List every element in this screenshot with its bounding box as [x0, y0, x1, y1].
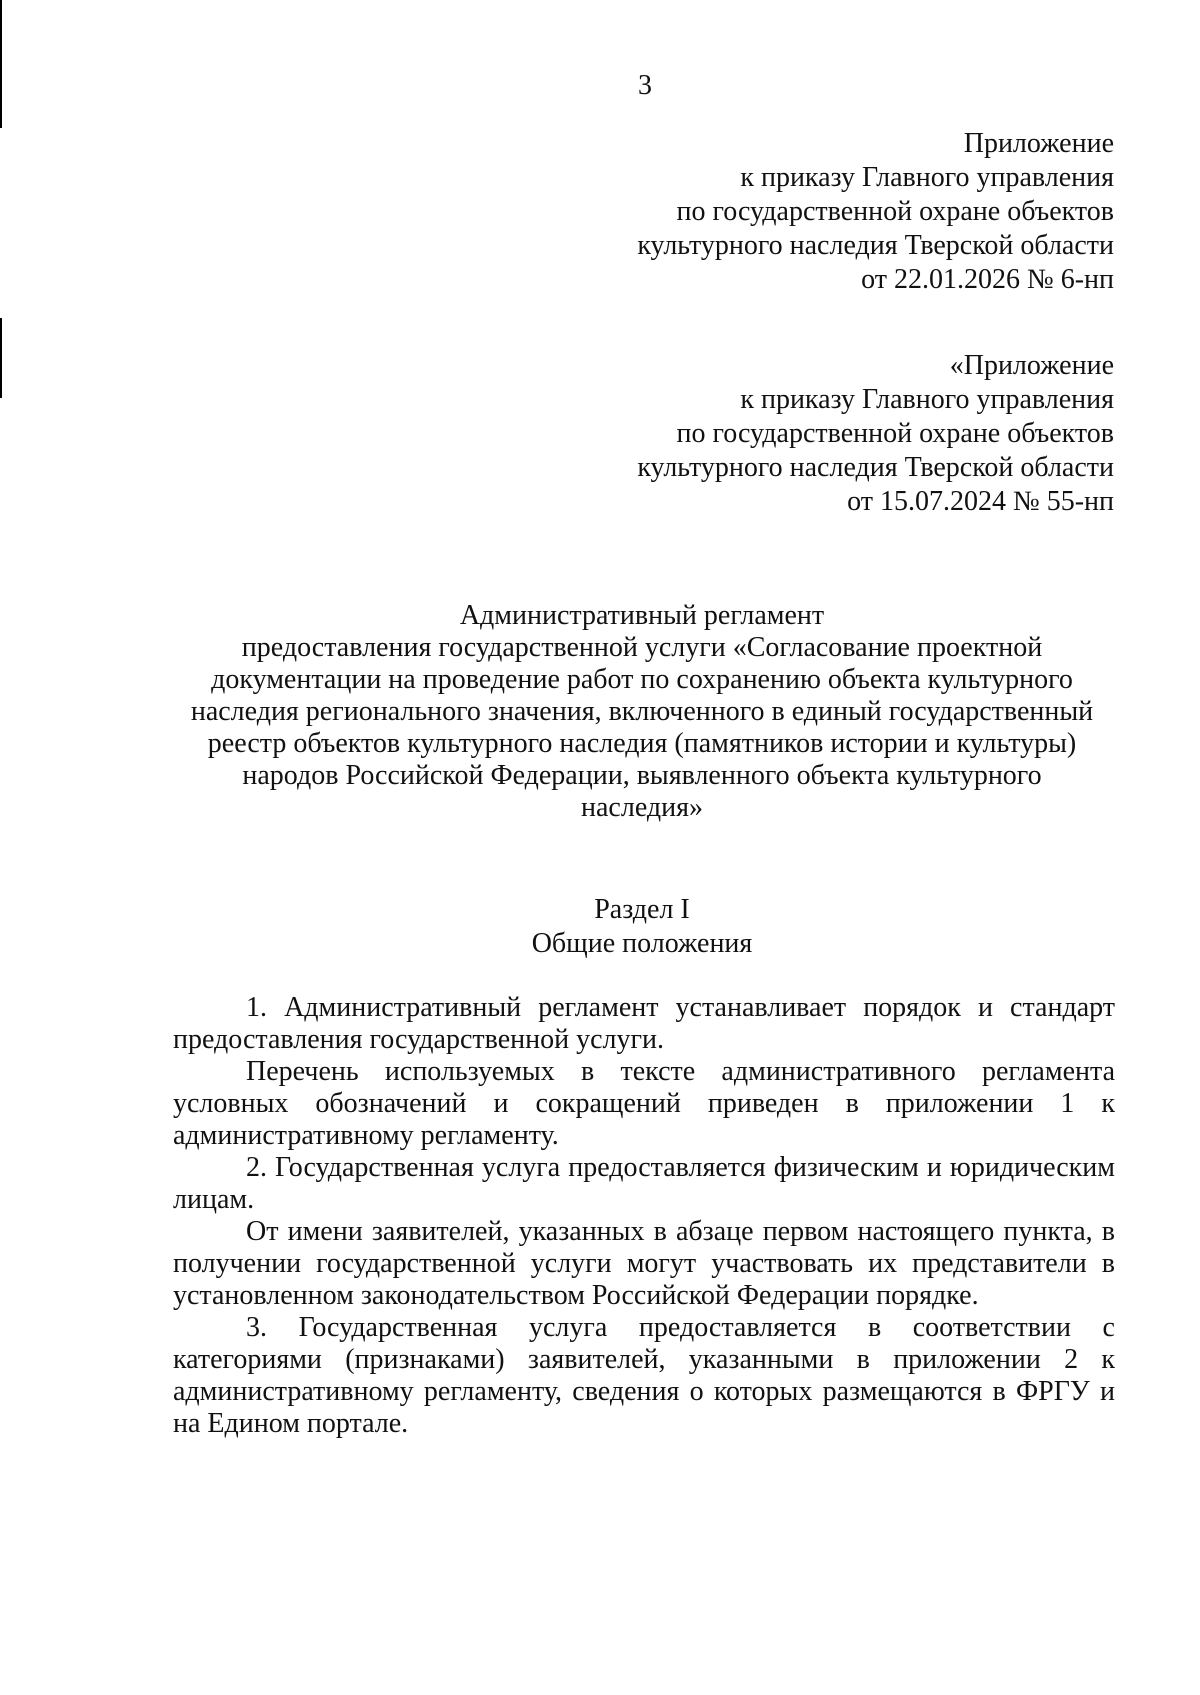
- title-line: наследия регионального значения, включенного в единый государственный: [190, 696, 1094, 727]
- title-line: наследия»: [581, 792, 703, 823]
- appendix-current-line: Приложение: [963, 128, 1114, 159]
- appendix-current-line: от 22.01.2026 № 6-нп: [861, 264, 1114, 295]
- paragraph: Перечень используемых в тексте административного регламента условных обозначений и сокращений приведен в приложении 1 к административному регламенту.: [173, 1056, 1115, 1151]
- title-line: Административный регламент: [459, 600, 825, 631]
- appendix-previous-header: [637, 349, 1114, 519]
- paragraph: 2. Государственная услуга предоставляется физическим и юридическим лицам.: [173, 1152, 1115, 1215]
- appendix-previous-line: к приказу Главного управления: [740, 384, 1114, 415]
- document-title: [150, 600, 1134, 824]
- appendix-current-header: [637, 127, 1114, 297]
- section-heading: [150, 893, 1134, 961]
- section-name: Общие положения: [531, 928, 753, 959]
- appendix-current-line: по государственной охране объектов: [676, 196, 1114, 227]
- paragraph: 3. Государственная услуга предоставляется в соответствии с категориями (признаками) заявителей, указанными в приложении 2 к административному регламенту, сведения о которых размещаются в ФРГУ и на Едином портале.: [173, 1312, 1115, 1439]
- title-line: народов Российской Федерации, выявленного объекта культурного: [242, 760, 1042, 791]
- appendix-previous-line: культурного наследия Тверской области: [637, 452, 1114, 483]
- title-line: документации на проведение работ по сохранению объекта культурного: [211, 664, 1073, 695]
- appendix-current-line: культурного наследия Тверской области: [637, 230, 1114, 261]
- title-line: предоставления государственной услуги «Согласование проектной: [241, 632, 1043, 663]
- paragraph: От имени заявителей, указанных в абзаце первом настоящего пункта, в получении государственной услуги могут участвовать их представители в установленном законодательством Российской Федерации порядке.: [173, 1216, 1115, 1311]
- appendix-previous-line: от 15.07.2024 № 55-нп: [847, 486, 1114, 517]
- body-text: [173, 992, 1115, 1440]
- appendix-current-line: к приказу Главного управления: [740, 162, 1114, 193]
- page-number: 3: [638, 70, 652, 101]
- appendix-previous-line: «Приложение: [949, 350, 1114, 381]
- scan-edge-mark-top: [0, 0, 2, 128]
- title-line: реестр объектов культурного наследия (памятников истории и культуры): [207, 728, 1077, 759]
- scan-edge-mark-middle: [0, 318, 2, 398]
- appendix-previous-line: по государственной охране объектов: [676, 418, 1114, 449]
- paragraph: 1. Административный регламент устанавливает порядок и стандарт предоставления государственной услуги.: [173, 992, 1115, 1055]
- section-number: Раздел I: [594, 894, 690, 925]
